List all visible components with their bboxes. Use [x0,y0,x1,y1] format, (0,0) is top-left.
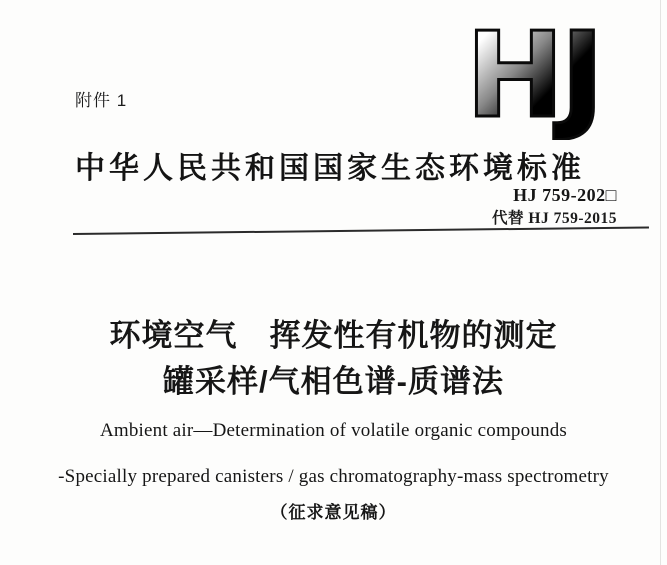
attachment-label: 附件 1 [75,91,128,110]
title-en-line1: Ambient air—Determination of volatile organic compounds [99,420,568,441]
header-divider-rule [73,226,649,235]
draft-note: （征求意见稿） [270,503,397,522]
hj-logo [448,8,618,140]
replaces-label: 代替 HJ 759-2015 [492,209,617,227]
hj-logo-text: HJ [465,8,601,140]
standard-heading: 中华人民共和国国家生态环境标准 [75,152,585,185]
title-cn-line2: 罐采样/气相色谱-质谱法 [163,364,504,399]
standard-number: HJ 759-202□ [513,185,617,205]
hj-logo-graphic [448,8,618,140]
title-cn-line1: 环境空气 挥发性有机物的测定 [109,318,558,353]
title-en-line2: -Specially prepared canisters / gas chromatography-mass spectrometry [58,466,609,487]
standard-number-block [492,184,617,228]
